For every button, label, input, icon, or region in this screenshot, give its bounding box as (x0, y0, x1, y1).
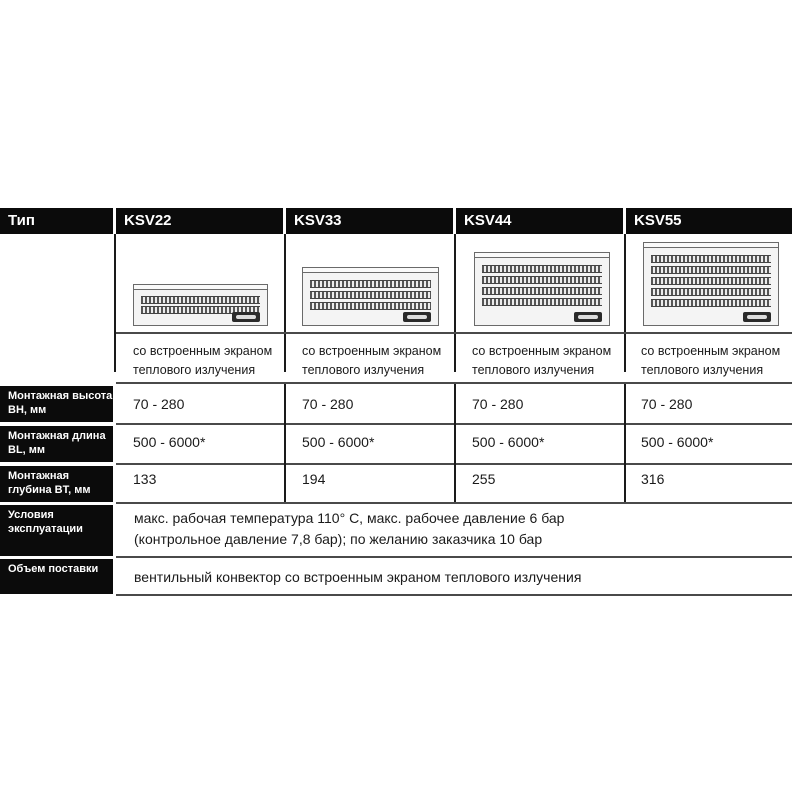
convector-ksv44-image (474, 252, 610, 326)
header-type-label: Тип (0, 208, 113, 234)
header-model-ksv55: KSV55 (626, 208, 792, 234)
column-separator (284, 384, 286, 502)
convector-grille (310, 302, 431, 310)
convector-grille (651, 266, 771, 274)
depth-value-ksv22: 133 (133, 471, 157, 487)
depth-value-ksv33: 194 (302, 471, 326, 487)
caption-ksv55: со встроенным экраном теплового излучения (641, 344, 781, 377)
valve-icon (232, 312, 260, 322)
caption-ksv33: со встроенным экраном теплового излучения (302, 344, 442, 377)
header-model-ksv44: KSV44 (456, 208, 623, 234)
header-model-ksv33: KSV33 (286, 208, 453, 234)
delivery-text: вентильный конвектор со встроенным экраном теплового излучения (134, 569, 582, 585)
length-value-ksv44: 500 - 6000* (472, 434, 545, 450)
column-separator (114, 234, 116, 372)
valve-icon (574, 312, 602, 322)
row-divider (116, 556, 792, 558)
column-separator (624, 384, 626, 502)
convector-grille (141, 296, 260, 304)
convector-ksv22-image (133, 284, 268, 326)
convector-grille (651, 299, 771, 307)
height-value-ksv33: 70 - 280 (302, 396, 354, 412)
row-label-length: Монтажная длина BL, мм (0, 426, 113, 462)
height-value-ksv22: 70 - 280 (133, 396, 185, 412)
row-label-conditions: Условия эксплуатации (0, 505, 113, 556)
row-divider (116, 332, 792, 334)
spec-table (0, 208, 792, 596)
row-label-delivery: Объем поставки (0, 559, 113, 594)
valve-icon (743, 312, 771, 322)
length-value-ksv22: 500 - 6000* (133, 434, 206, 450)
convector-grille (651, 255, 771, 263)
row-label-height: Монтажная высота BH, мм (0, 386, 113, 422)
convector-grille (651, 277, 771, 285)
depth-value-ksv44: 255 (472, 471, 496, 487)
height-value-ksv55: 70 - 280 (641, 396, 693, 412)
header-model-ksv22: KSV22 (116, 208, 283, 234)
depth-value-ksv55: 316 (641, 471, 665, 487)
caption-ksv22: со встроенным экраном теплового излучения (133, 344, 273, 377)
length-value-ksv55: 500 - 6000* (641, 434, 714, 450)
convector-grille (651, 288, 771, 296)
column-separator (454, 384, 456, 502)
convector-grille (482, 287, 602, 295)
convector-grille (482, 265, 602, 273)
convector-grille (482, 298, 602, 306)
convector-ksv33-image (302, 267, 439, 326)
row-divider (116, 502, 792, 504)
column-separator (454, 234, 456, 372)
convector-grille (482, 276, 602, 284)
conditions-line-2: (контрольное давление 7,8 бар); по желанию заказчика 10 бар (134, 531, 543, 547)
column-separator (284, 234, 286, 372)
valve-icon (403, 312, 431, 322)
conditions-line-1: макс. рабочая температура 110° С, макс. рабочее давление 6 бар (134, 510, 565, 526)
convector-grille (310, 280, 431, 288)
convector-ksv55-image (643, 242, 779, 326)
height-value-ksv44: 70 - 280 (472, 396, 524, 412)
column-separator (624, 234, 626, 372)
row-label-depth: Монтажная глубина BT, мм (0, 466, 113, 502)
row-divider (116, 594, 792, 596)
convector-grille (310, 291, 431, 299)
length-value-ksv33: 500 - 6000* (302, 434, 375, 450)
caption-ksv44: со встроенным экраном теплового излучения (472, 344, 612, 377)
